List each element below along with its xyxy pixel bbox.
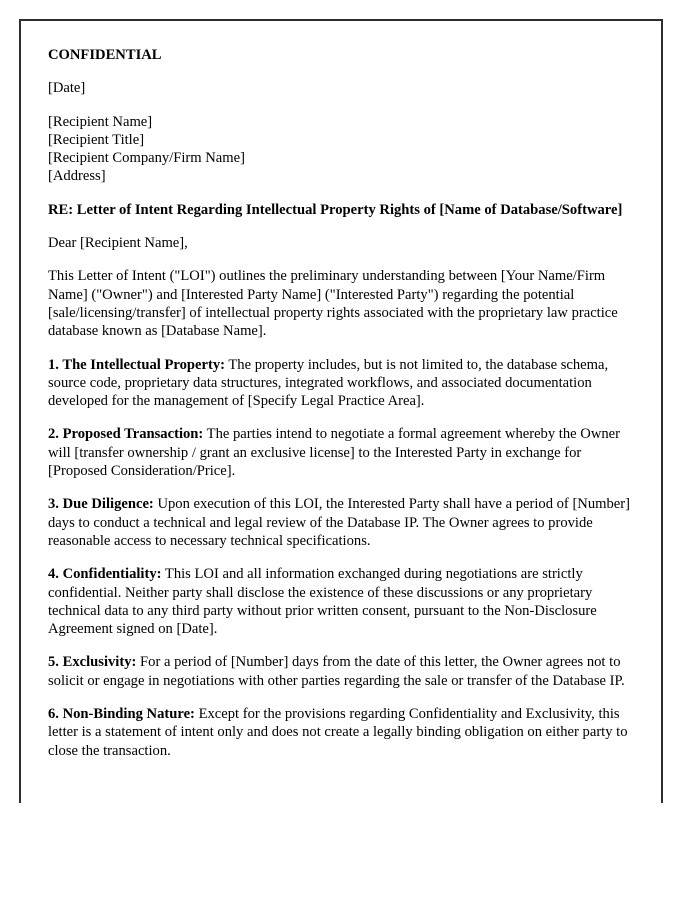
section-proposed-transaction <box>48 425 635 480</box>
intro-paragraph: This Letter of Intent ("LOI") outlines the preliminary understanding between [Your Name/Firm Name] ("Owner") and [Interested Party Name] ("Interested Party") regarding the potential [sale/licensing/transfer] of intellectual property rights associated with the proprietary law practice database known as [Database Name]. <box>48 268 618 340</box>
section-label: 1. The Intellectual Property: <box>48 356 225 373</box>
section-label: 4. Confidentiality: <box>48 566 162 583</box>
section-intellectual-property <box>48 356 635 411</box>
section-non-binding-nature <box>48 705 635 760</box>
section-label: 2. Proposed Transaction: <box>48 426 204 443</box>
letter-document <box>19 19 663 803</box>
recipient-title-line: [Recipient Title] <box>48 131 145 148</box>
section-body: For a period of [Number] days from the date of this letter, the Owner agrees not to solicit or engage in negotiations with other parties regarding the sale or transfer of the Database IP. <box>48 654 625 689</box>
section-exclusivity <box>48 653 635 690</box>
section-label: 5. Exclusivity: <box>48 654 137 671</box>
section-body: Upon execution of this LOI, the Interested Party shall have a period of [Number] days to conduct a technical and legal review of the Database IP. The Owner agrees to provide reasonable access to necessary technical specifications. <box>48 496 630 549</box>
subject-line: RE: Letter of Intent Regarding Intellectual Property Rights of [Name of Database/Software] <box>48 201 623 218</box>
section-body: This LOI and all information exchanged during negotiations are strictly confidential. Neither party shall disclose the existence of these discussions or any proprietary technical data to any third party without prior written consent, pursuant to the Non-Disclosure Agreement signed on [Date]. <box>48 566 597 638</box>
recipient-name-line: [Recipient Name] <box>48 113 153 130</box>
section-due-diligence <box>48 495 635 550</box>
section-confidentiality <box>48 565 635 638</box>
recipient-address-line: [Address] <box>48 168 106 185</box>
recipient-company-line: [Recipient Company/Firm Name] <box>48 150 245 167</box>
date-line: [Date] <box>48 80 86 97</box>
section-label: 3. Due Diligence: <box>48 496 154 513</box>
section-body: Except for the provisions regarding Confidentiality and Exclusivity, this letter is a statement of intent only and does not create a legally binding obligation on either party to close the transaction. <box>48 706 628 759</box>
section-label: 6. Non-Binding Nature: <box>48 706 195 723</box>
salutation: Dear [Recipient Name], <box>48 235 188 252</box>
section-body: The parties intend to negotiate a formal agreement whereby the Owner will [transfer ownership / grant an exclusive license] to the Interested Party in exchange for [Proposed Consideration/Price]. <box>48 426 620 480</box>
recipient-block <box>48 113 635 186</box>
section-body: The property includes, but is not limited to, the database schema, source code, proprietary data structures, integrated workflows, and associated documentation developed for the management of [Specify Legal Practice Area]. <box>48 356 609 410</box>
classification-header: CONFIDENTIAL <box>48 47 162 63</box>
